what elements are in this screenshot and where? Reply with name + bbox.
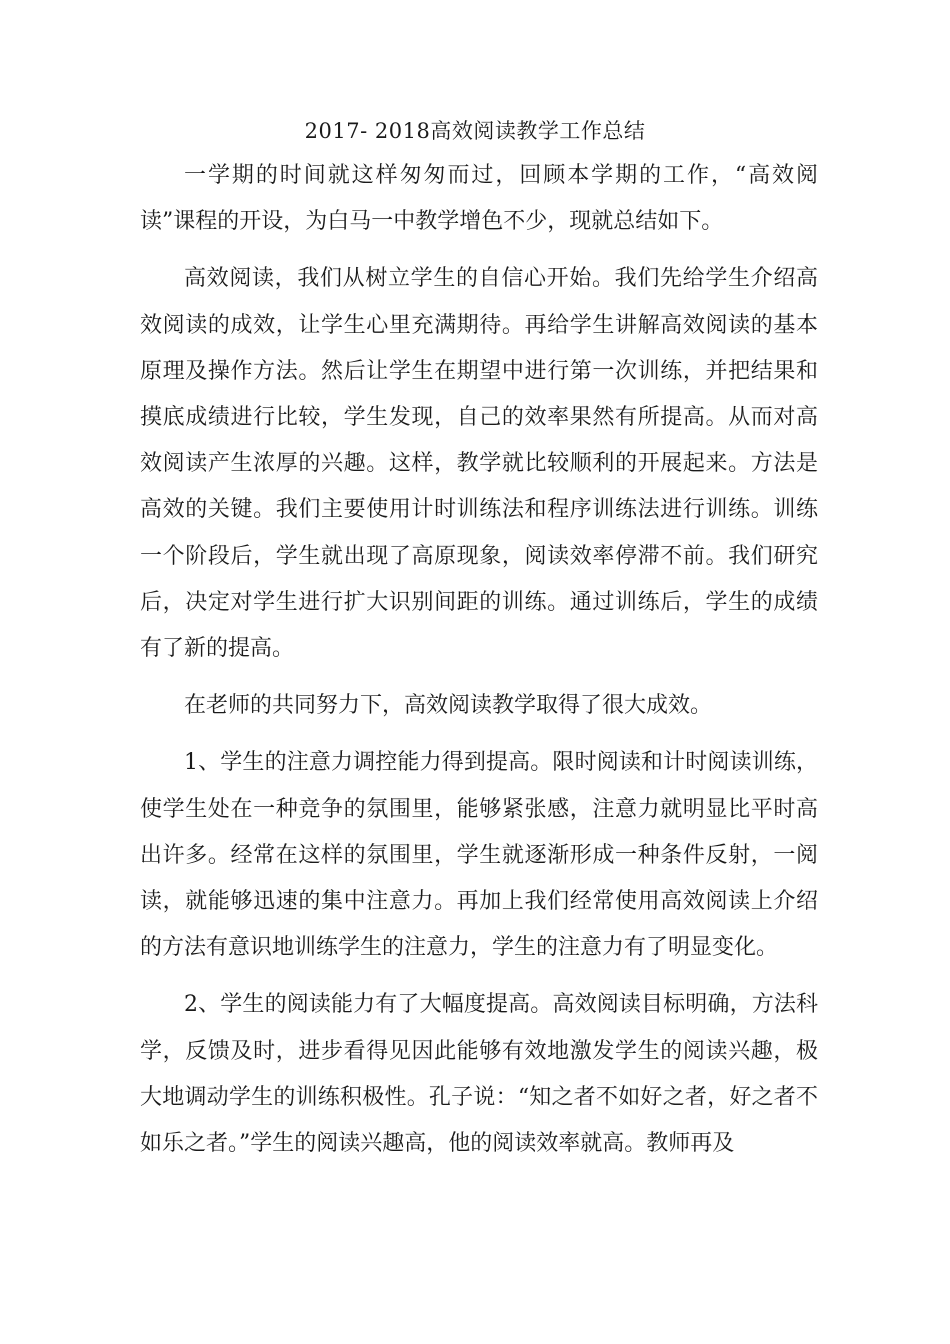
paragraph-point-1: 1、学生的注意力调控能力得到提高。限时阅读和计时阅读训练，使学生处在一种竞争的氛围里，能够紧张感，注意力就明显比平时高出许多。经常在这样的氛围里，学生就逐渐形成一种条件反射，一阅读，就能够迅速的集中注意力。再加上我们经常使用高效阅读上介绍的方法有意识地训练学生的注意力，学生的注意力有了明显变化。 xyxy=(140,750,818,961)
paragraph-point-2: 2、学生的阅读能力有了大幅度提高。高效阅读目标明确，方法科学，反馈及时，进步看得见因此能够有效地激发学生的阅读兴趣，极大地调动学生的训练积极性。孔子说：“知之者不如好之者，好之者不如乐之者。”学生的阅读兴趣高，他的阅读效率就高。教师再及 xyxy=(140,992,818,1157)
document-body xyxy=(140,153,818,1167)
paragraph-achievement: 在老师的共同努力下，高效阅读教学取得了很大成效。 xyxy=(184,693,713,719)
paragraph-intro: 一学期的时间就这样匆匆而过，回顾本学期的工作，“高效阅读”课程的开设，为白马一中教学增色不少，现就总结如下。 xyxy=(140,163,818,235)
document-title: 2017- 2018高效阅读教学工作总结 xyxy=(304,119,646,143)
paragraph-method: 高效阅读，我们从树立学生的自信心开始。我们先给学生介绍高效阅读的成效，让学生心里充满期待。再给学生讲解高效阅读的基本原理及操作方法。然后让学生在期望中进行第一次训练，并把结果和摸底成绩进行比较，学生发现，自己的效率果然有所提高。从而对高效阅读产生浓厚的兴趣。这样，教学就比较顺利的开展起来。方法是高效的关键。我们主要使用计时训练法和程序训练法进行训练。训练一个阶段后，学生就出现了高原现象，阅读效率停滞不前。我们研究后，决定对学生进行扩大识别间距的训练。通过训练后，学生的成绩有了新的提高。 xyxy=(140,266,818,662)
